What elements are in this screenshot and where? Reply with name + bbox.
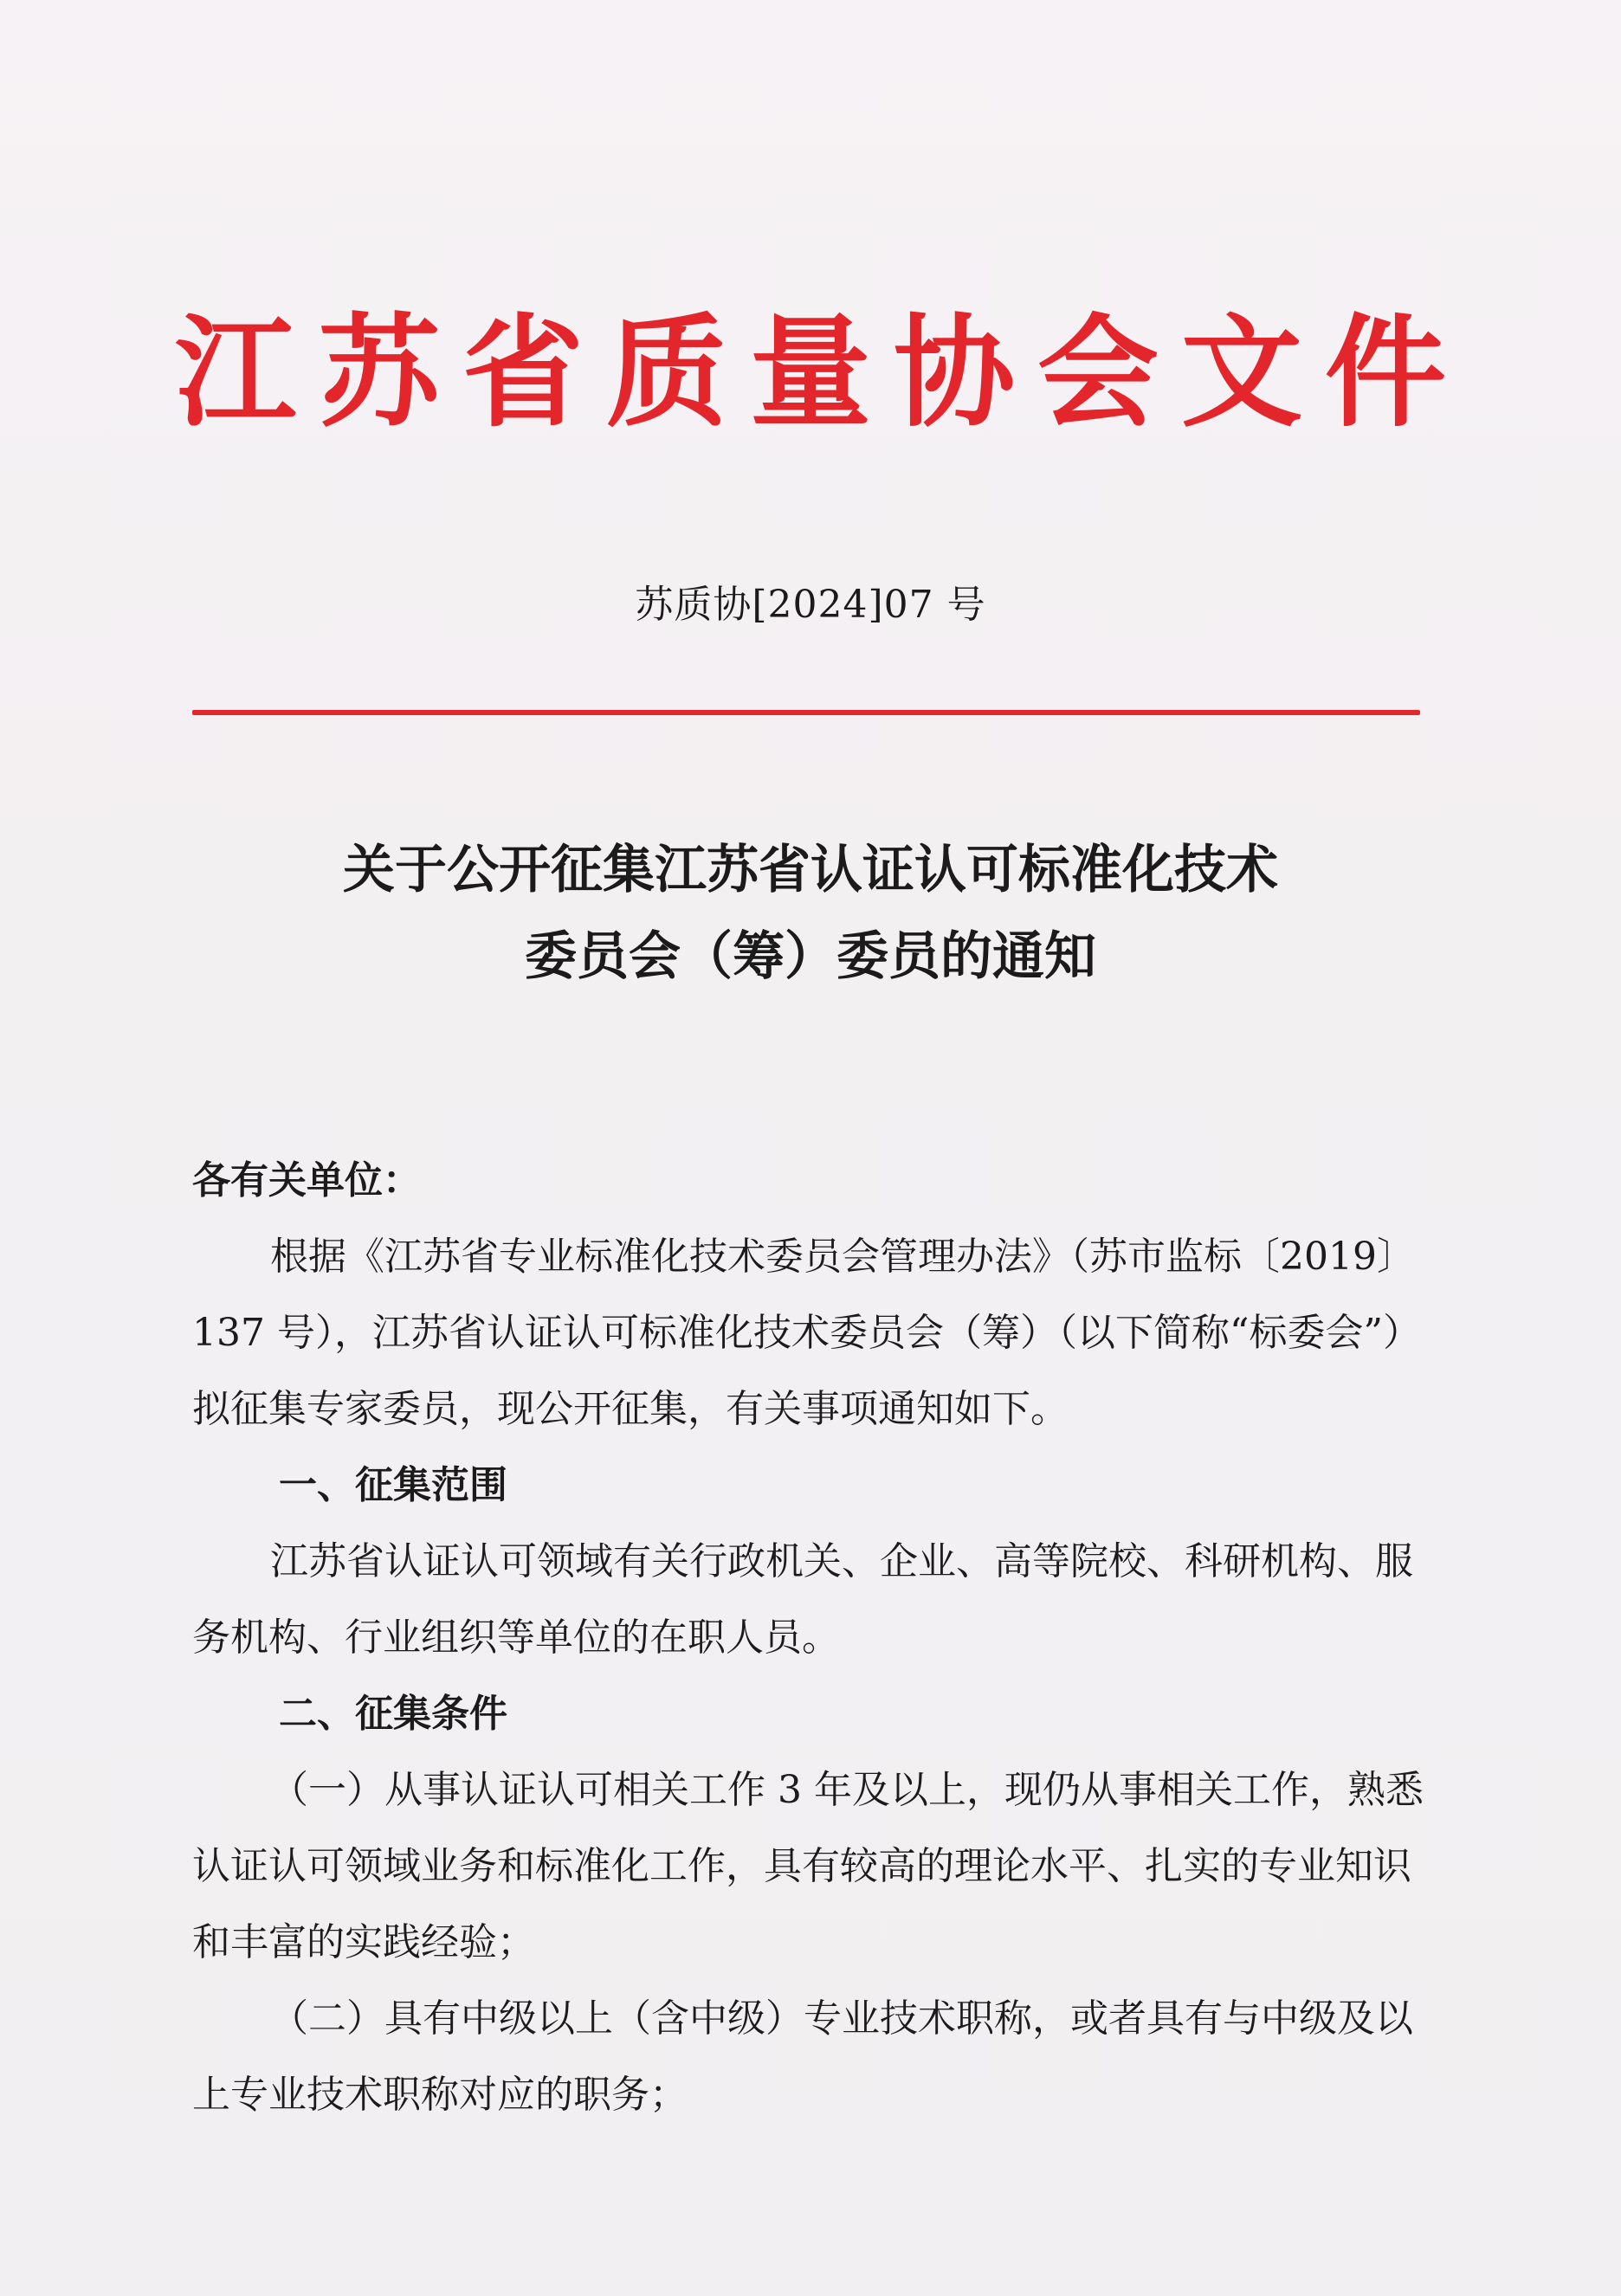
scope-paragraph: 江苏省认证认可领域有关行政机关、企业、高等院校、科研机构、服务机构、行业组织等单位的在职人员。 [192, 1539, 1413, 1660]
notice-title-line-2: 委员会（筹）委员的通知 [525, 926, 1096, 987]
notice-body [192, 1143, 1439, 2133]
condition-1-paragraph: （一）从事认证认可相关工作 3 年及以上，现仍从事相关工作，熟悉认证认可领域业务和标准化工作，具有较高的理论水平、扎实的专业知识和丰富的实践经验； [192, 1768, 1424, 1964]
notice-title [0, 827, 1621, 1000]
intro-paragraph: 根据《江苏省专业标准化技术委员会管理办法》（苏市监标〔2019〕137 号），江苏省认证认可标准化技术委员会（筹）（以下简称“标委会”）拟征集专家委员，现公开征集，有关事项通知如下。 [192, 1235, 1421, 1431]
condition-2-paragraph: （二）具有中级以上（含中级）专业技术职称，或者具有与中级及以上专业技术职称对应的职务； [192, 1996, 1413, 2117]
red-divider-line [192, 710, 1420, 715]
salutation: 各有关单位： [192, 1158, 421, 1203]
org-header-title: 江苏省质量协会文件 [174, 303, 1469, 444]
notice-title-line-1: 关于公开征集江苏省认证认可标准化技术 [343, 840, 1278, 900]
document-number: 苏质协[2024]07 号 [635, 583, 986, 627]
section-heading-scope: 一、征集范围 [279, 1463, 507, 1507]
section-heading-conditions: 二、征集条件 [279, 1692, 507, 1736]
